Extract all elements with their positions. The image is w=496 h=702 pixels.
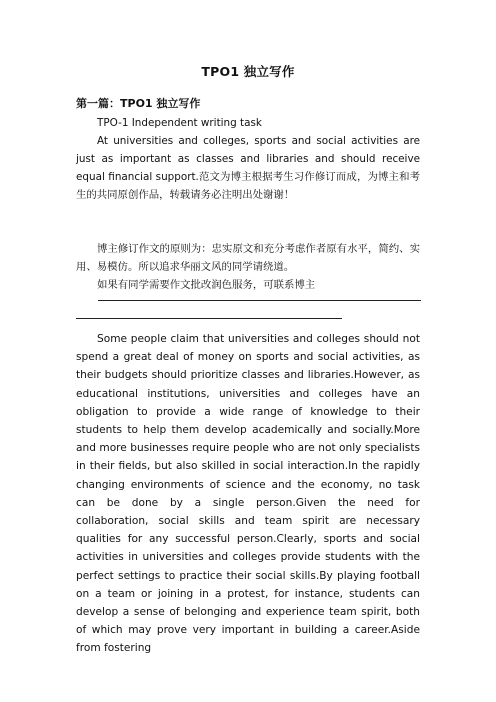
essay-paragraph: Some people claim that universities and colleges should not spend a great deal of money on sports and social activities, as their budgets should prioritize classes and libraries.However, as educational institutions, universities and colleges have an obligation to provide a wide range of knowledge to their students to help them develop academically and socially.More and more businesses require people who are not only specialists in their fields, but also skilled in social interaction.In the rapidly changing environments of science and the economy, no task can be done by a single person.Given the need for collaboration, social skills and team spirit are necessary qualities for any successful person.Clearly, sports and social activities in universities and colleges provide students with the perfect settings to practice their social skills.By playing football on a team or joining in a protest, for instance, students can develop a sense of belonging and experience team spirit, both of which may prove very important in building a career.Aside from fostering	[76, 333, 420, 655]
task-subtitle: TPO-1 Independent writing task	[97, 117, 262, 129]
divider-line	[98, 300, 421, 301]
principle-paragraph: 博主修订作文的原则为：忠实原文和充分考虑作者原有水平，简约、实用、易模仿。所以追求华丽文风的同学请绕道。	[76, 243, 420, 273]
divider-line	[76, 318, 342, 319]
intro-paragraph: At universities and colleges, sports and social activities are just as important as classes and libraries and should receive equal financial support.范文为博主根据考生习作修订而成，为博主和考生的共同原创作品，转载请务必注明出处谢谢！	[76, 135, 420, 201]
section-heading: 第一篇：TPO1 独立写作	[76, 97, 201, 110]
contact-paragraph: 如果有同学需要作文批改润色服务，可联系博主	[97, 279, 316, 291]
document-title: TPO1 独立写作	[201, 64, 295, 79]
